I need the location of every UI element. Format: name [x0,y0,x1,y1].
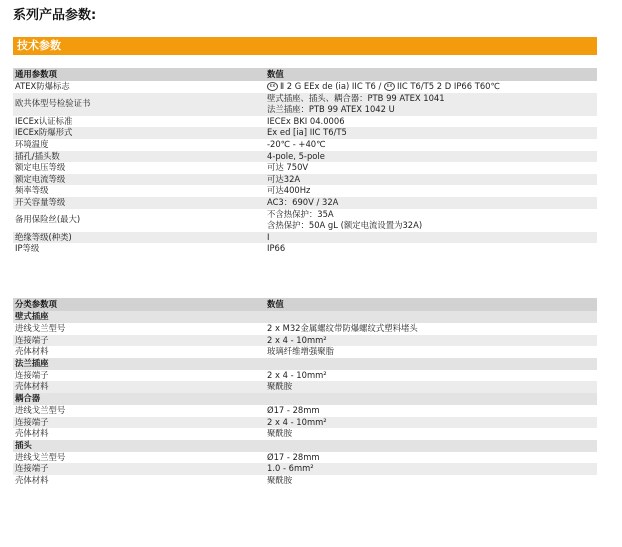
param-value: 2 x M32金属螺纹带防爆螺纹式塑料堵头 [265,323,597,335]
param-value-line: 可达 750V [267,162,309,173]
category-title: 插头 [13,440,597,452]
param-name: 壳体材料 [13,381,265,393]
ex-mark-icon: εx [384,82,395,91]
param-value-line: 4-pole, 5-pole [267,150,325,161]
category-row [13,393,597,405]
param-value: 2 x 4 - 10mm² [265,335,597,347]
param-value [265,174,597,186]
param-name: IECEx防爆形式 [13,127,265,139]
param-value-part: IIC T6/T5 2 D IP66 T60℃ [396,81,500,91]
table-row [13,185,597,197]
param-value: Ø17 - 28mm [265,452,597,464]
table-row [13,370,597,382]
table-row [13,463,597,475]
param-value [265,232,597,244]
table-row [13,209,597,232]
param-value-line [267,81,597,93]
param-value-line: 可达400Hz [267,185,311,196]
table-row [13,81,597,93]
column-header: 数值 [265,68,597,81]
general-params-table [13,68,597,255]
table-row [13,162,597,174]
param-value: 2 x 4 - 10mm² [265,417,597,429]
param-value [265,209,597,232]
table-row [13,151,597,163]
param-name: IECEx认证标准 [13,116,265,128]
table-row [13,417,597,429]
table-row [13,116,597,128]
table-row [13,323,597,335]
param-value: 聚酰胺 [265,381,597,393]
param-value: Ø17 - 28mm [265,405,597,417]
table-row [13,452,597,464]
table-row [13,174,597,186]
column-header: 通用参数项 [13,68,265,81]
param-name: 进线戈兰型号 [13,452,265,464]
table-row [13,381,597,393]
param-value: 玻璃纤维增强聚脂 [265,346,597,358]
table-row [13,197,597,209]
column-header: 数值 [265,298,597,311]
category-title: 壁式插座 [13,311,597,323]
param-value [265,243,597,255]
table-row [13,232,597,244]
category-row [13,311,597,323]
section-header-tech-params: 技术参数 [13,37,597,55]
param-value-line: I [267,231,270,242]
param-value-line: -20℃ - +40℃ [267,138,326,149]
param-value-line: IECEx BKI 04.0006 [267,115,345,126]
param-value [265,197,597,209]
param-value [265,162,597,174]
param-name: 壳体材料 [13,475,265,487]
param-value-line: 壁式插座、插头、耦合器：PTB 99 ATEX 1041 [267,92,445,103]
param-name: 备用保险丝(最大) [13,209,265,232]
param-value-line: 含热保护：50A gL (额定电流设置为32A) [267,220,423,231]
param-value [265,116,597,128]
param-name: 进线戈兰型号 [13,405,265,417]
param-name: 插孔/插头数 [13,151,265,163]
param-value-line: IP66 [267,243,286,254]
param-value: 聚酰胺 [265,428,597,440]
table-row [13,243,597,255]
table-row [13,335,597,347]
param-value-line: AC3：690V / 32A [267,196,339,207]
table-row [13,428,597,440]
category-row [13,358,597,370]
table-row [13,405,597,417]
param-name: 频率等级 [13,185,265,197]
column-header: 分类参数项 [13,298,265,311]
table-row [13,475,597,487]
param-value-line: 不含热保护：35A [267,208,334,219]
param-value [265,151,597,163]
param-name: 连接端子 [13,463,265,475]
category-row [13,440,597,452]
param-value [265,185,597,197]
param-value [265,81,597,93]
category-title: 法兰插座 [13,358,597,370]
param-name: 开关容量等级 [13,197,265,209]
param-value: 聚酰胺 [265,475,597,487]
param-value: 2 x 4 - 10mm² [265,370,597,382]
param-name: 额定电压等级 [13,162,265,174]
param-value-line: Ex ed [ia] IIC T6/T5 [267,127,347,138]
param-value [265,127,597,139]
param-name: 额定电流等级 [13,174,265,186]
param-value-line: 法兰插座：PTB 99 ATEX 1042 U [267,104,395,115]
param-name: ATEX防爆标志 [13,81,265,93]
param-name: 欧共体型号检验证书 [13,93,265,116]
page-title: 系列产品参数: [13,8,97,23]
table-row [13,127,597,139]
param-name: 绝缘等级(种类) [13,232,265,244]
param-name: 连接端子 [13,417,265,429]
category-params-table [13,298,597,487]
param-name: 环境温度 [13,139,265,151]
table-row [13,346,597,358]
param-name: IP等级 [13,243,265,255]
param-name: 壳体材料 [13,428,265,440]
category-title: 耦合器 [13,393,597,405]
table-row [13,139,597,151]
param-value [265,93,597,116]
table-header-row [13,298,597,311]
table-row [13,93,597,116]
param-value-line: 可达32A [267,173,301,184]
param-value: 1.0 - 6mm² [265,463,597,475]
ex-mark-icon: εx [267,82,278,91]
param-name: 连接端子 [13,370,265,382]
param-name: 连接端子 [13,335,265,347]
table-header-row [13,68,597,81]
param-name: 壳体材料 [13,346,265,358]
param-name: 进线戈兰型号 [13,323,265,335]
param-value [265,139,597,151]
param-value-part: Ⅱ 2 G EEx de (ia) IIC T6 / [280,81,384,91]
